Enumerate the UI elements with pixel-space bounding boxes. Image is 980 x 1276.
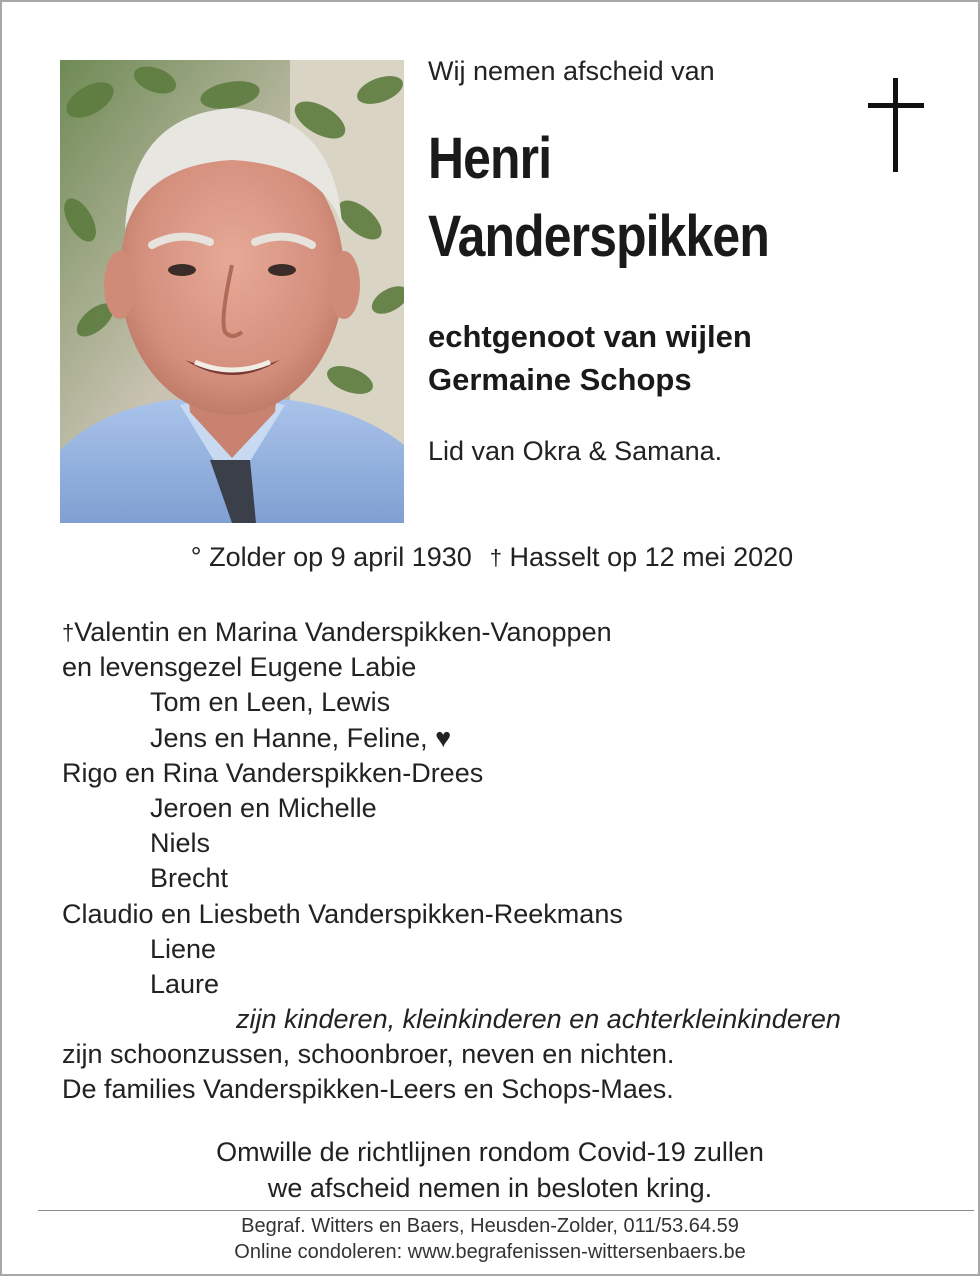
family-line-text: Jeroen en Michelle	[150, 792, 377, 823]
deceased-cross-icon: †	[62, 620, 75, 645]
family-line-text: Brecht	[150, 863, 229, 894]
deceased-name	[428, 120, 769, 276]
family-line	[62, 756, 841, 791]
family-line	[62, 826, 841, 861]
family-line-text: Claudio en Liesbeth Vanderspikken-Reekmans	[62, 898, 623, 929]
death-cross-icon: †	[489, 545, 503, 570]
membership-text: Lid van Okra & Samana.	[428, 436, 723, 466]
family-line-text: en levensgezel Eugene Labie	[62, 652, 417, 683]
family-line	[62, 897, 841, 932]
spouse-line-1: echtgenoot van wijlen	[428, 319, 752, 354]
death-date: Hasselt op 12 mei 2020	[509, 542, 794, 572]
footer-contact: Begraf. Witters en Baers, Heusden-Zolder, 011/53.64.59	[241, 1215, 739, 1237]
family-line-text: Tom en Leen, Lewis	[150, 687, 391, 718]
spouse-info	[428, 315, 752, 401]
family-relation-caption	[62, 1002, 841, 1037]
family-line	[62, 967, 841, 1002]
life-dates	[2, 542, 980, 573]
family-line-text: Jens en Hanne, Feline, ♥	[150, 722, 452, 753]
family-line	[62, 1037, 841, 1072]
footer-divider	[38, 1210, 974, 1211]
family-line	[62, 932, 841, 967]
family-line	[62, 650, 841, 685]
birth-date: ° Zolder op 9 april 1930	[190, 542, 472, 572]
latin-cross-icon	[868, 78, 924, 172]
footer-website: Online condoleren: www.begrafenissen-wittersenbaers.be	[234, 1241, 746, 1263]
funeral-home-footer	[2, 1213, 978, 1265]
family-line-text: Rigo en Rina Vanderspikken-Drees	[62, 757, 484, 788]
family-line	[62, 791, 841, 826]
spouse-line-2: Germaine Schops	[428, 362, 692, 397]
covid-notice	[2, 1134, 978, 1206]
family-line-text: Liene	[150, 933, 217, 964]
family-line	[62, 1072, 841, 1107]
family-line-text: De families Vanderspikken-Leers en Schops-Maes.	[62, 1074, 674, 1105]
family-line-text: Laure	[150, 968, 220, 999]
family-line	[62, 615, 841, 650]
notice-line-1: Omwille de richtlijnen rondom Covid-19 zullen	[216, 1137, 764, 1167]
portrait-photo	[60, 60, 404, 523]
portrait-image	[60, 60, 404, 523]
family-line-text: zijn schoonzussen, schoonbroer, neven en nichten.	[62, 1039, 675, 1070]
intro-text: Wij nemen afscheid van	[428, 56, 715, 86]
family-line-text: Niels	[150, 828, 211, 859]
family-line	[62, 721, 841, 756]
last-name: Vanderspikken	[428, 204, 769, 269]
family-line	[62, 685, 841, 720]
family-line	[62, 861, 841, 896]
first-name: Henri	[428, 126, 552, 191]
family-line-text: Valentin en Marina Vanderspikken-Vanoppen	[74, 617, 612, 647]
family-line-text: zijn kinderen, kleinkinderen en achterkleinkinderen	[236, 1004, 841, 1035]
notice-line-2: we afscheid nemen in besloten kring.	[267, 1173, 713, 1203]
family-list	[62, 615, 841, 1108]
